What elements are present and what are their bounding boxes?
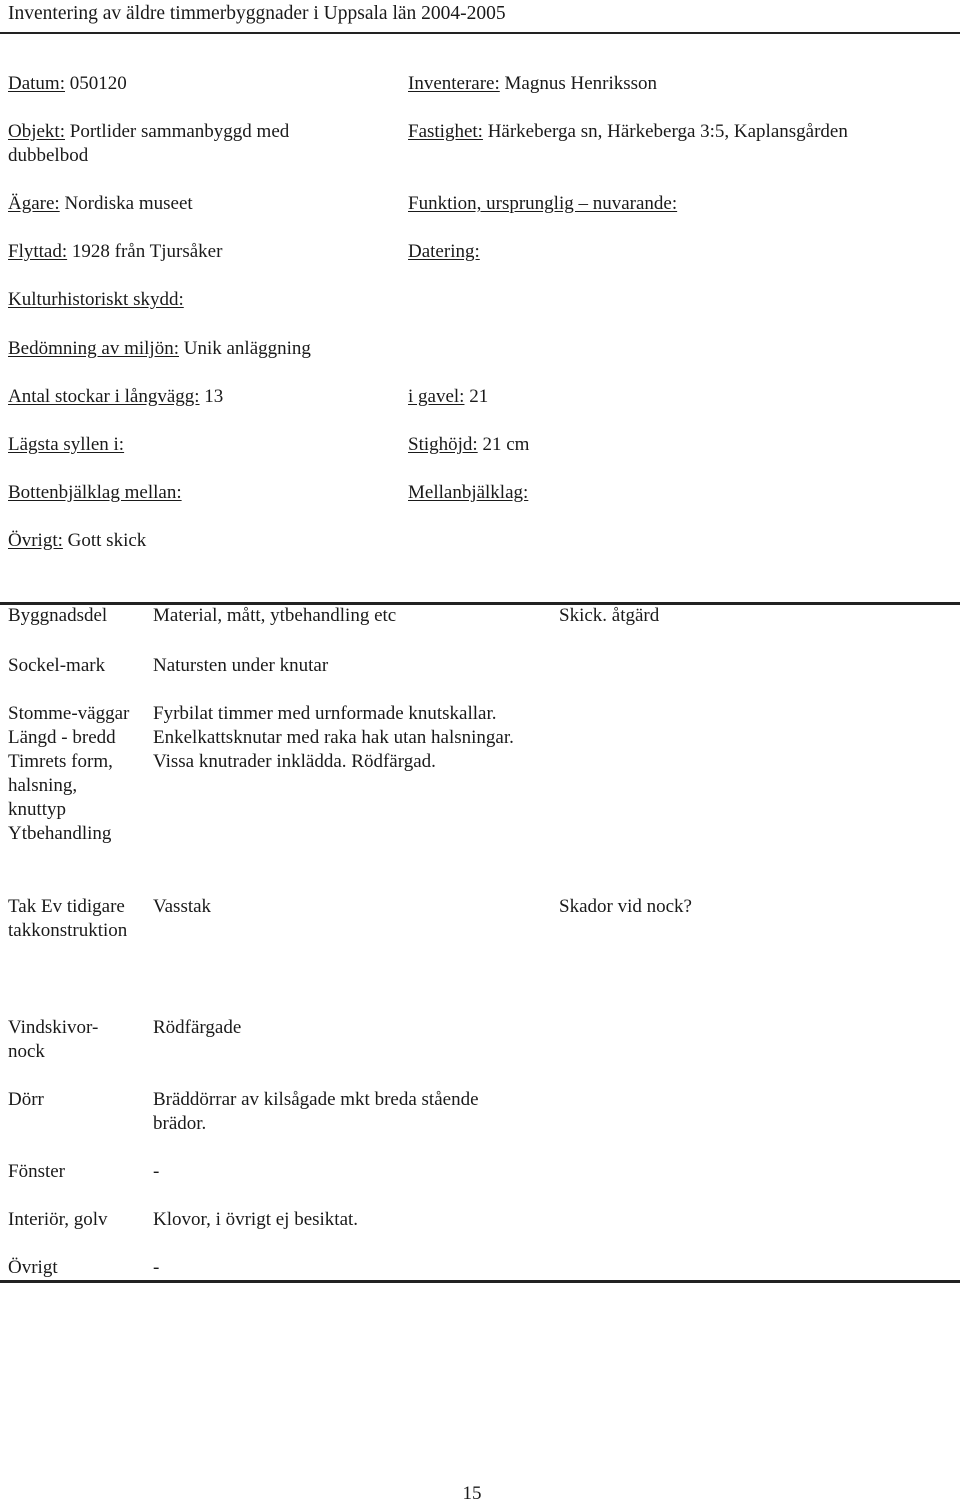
field-label: Flyttad: xyxy=(8,241,68,262)
table-row-material: Natursten under knutar xyxy=(153,655,329,676)
field-value: Nordiska museet xyxy=(64,193,193,214)
field-value: Härkeberga sn, Härkeberga 3:5, Kaplansgården xyxy=(487,121,848,142)
field-label: Funktion, ursprunglig – nuvarande: xyxy=(408,193,678,214)
field-value: Gott skick xyxy=(67,530,147,551)
field-value: Unik anläggning xyxy=(183,338,311,359)
table-row-condition: Skador vid nock? xyxy=(559,896,692,917)
field-inventerare xyxy=(408,72,657,96)
field-label: i gavel: xyxy=(408,386,465,407)
document-title: Inventering av äldre timmerbyggnader i Uppsala län 2004-2005 xyxy=(8,3,506,24)
table-row-part: Dörr xyxy=(8,1089,44,1110)
field-label: Ägare: xyxy=(8,193,60,214)
field-datering xyxy=(408,240,480,264)
field-label: Objekt: xyxy=(8,121,65,142)
table-row-part: Sockel-mark xyxy=(8,655,106,676)
table-row-material: - xyxy=(153,1161,160,1182)
field-lagsta-syllen xyxy=(8,433,378,457)
field-mellanbjalklag xyxy=(408,481,528,505)
field-label: Antal stockar i långvägg: xyxy=(8,386,200,407)
table-row-part: Vindskivor-nock xyxy=(8,1017,99,1062)
table-row-material: Klovor, i övrigt ej besiktat. xyxy=(153,1209,359,1230)
field-label: Fastighet: xyxy=(408,121,483,142)
field-value: 050120 xyxy=(69,73,127,94)
field-label: Datum: xyxy=(8,73,65,94)
table-row-material: Rödfärgade xyxy=(153,1017,242,1038)
field-label: Datering: xyxy=(408,241,480,262)
field-label: Mellanbjälklag: xyxy=(408,482,529,503)
field-bottenbjalklag xyxy=(8,481,378,505)
field-value: 1928 från Tjursåker xyxy=(71,241,223,262)
field-bedomning xyxy=(8,337,311,361)
field-label: Övrigt: xyxy=(8,530,63,551)
field-value: Magnus Henriksson xyxy=(504,73,658,94)
table-row-part: Övrigt xyxy=(8,1257,58,1278)
field-label: Bottenbjälklag mellan: xyxy=(8,482,182,503)
table-row-part: Tak Ev tidigare takkonstruktion xyxy=(8,896,128,941)
table-row-material: Bräddörrar av kilsågade mkt breda stående brädor. xyxy=(153,1089,479,1134)
table-row-part: Fönster xyxy=(8,1161,65,1182)
field-value: 13 xyxy=(204,386,224,407)
field-antal-stockar xyxy=(8,385,378,409)
table-bottom-rule xyxy=(0,1280,960,1283)
field-flyttad xyxy=(8,240,378,264)
field-value: 21 cm xyxy=(482,434,530,455)
table-row-part: Stomme-väggar Längd - bredd Timrets form, halsning, knuttyp Ytbehandling xyxy=(8,703,130,844)
field-value: 21 xyxy=(469,386,489,407)
field-kulturhistoriskt xyxy=(8,288,184,312)
field-stighojd xyxy=(408,433,529,457)
field-label: Lägsta syllen i: xyxy=(8,434,125,455)
field-gavel xyxy=(408,385,488,409)
table-header-material: Material, mått, ytbehandling etc xyxy=(153,605,397,626)
table-row-material: Vasstak xyxy=(153,896,212,917)
table-header-part: Byggnadsdel xyxy=(8,605,108,626)
table-row-part: Interiör, golv xyxy=(8,1209,108,1230)
page-number: 15 xyxy=(462,1483,482,1504)
field-fastighet xyxy=(408,120,848,144)
field-objekt xyxy=(8,120,348,168)
field-label: Bedömning av miljön: xyxy=(8,338,179,359)
field-label: Kulturhistoriskt skydd: xyxy=(8,289,184,310)
field-agare xyxy=(8,192,378,216)
field-ovrigt xyxy=(8,529,146,553)
field-funktion xyxy=(408,192,677,216)
field-datum xyxy=(8,72,378,96)
field-value: Portlider sammanbyggd med dubbelbod xyxy=(8,121,290,166)
title-divider xyxy=(0,32,960,34)
table-header-condition: Skick. åtgärd xyxy=(559,605,660,626)
field-label: Inventerare: xyxy=(408,73,500,94)
table-row-material: - xyxy=(153,1257,160,1278)
field-label: Stighöjd: xyxy=(408,434,478,455)
table-row-material: Fyrbilat timmer med urnformade knutskallar. Enkelkattsknutar med raka hak utan halsningar. Vissa knutrader inklädda. Rödfärgad. xyxy=(153,703,514,772)
